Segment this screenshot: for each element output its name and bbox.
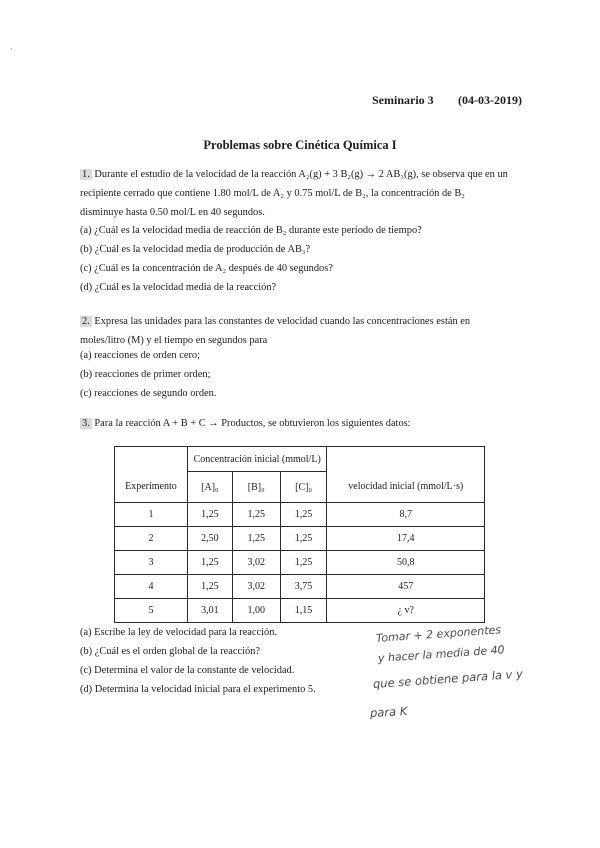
column-header-b0: [B]₀ (232, 472, 280, 503)
column-header-experiment: Experimento (115, 472, 188, 503)
problem-2-item-b: (b) reacciones de primer orden; (80, 369, 211, 380)
problem-2-item-a: (a) reacciones de orden cero; (80, 350, 200, 361)
handwritten-line-1: Tomar + 2 exponentes (375, 623, 502, 645)
table-row (115, 551, 485, 575)
problem-3-number: 3. (82, 418, 90, 429)
problem-3-question-a: (a) Escribe la ley de velocidad para la reacción. (80, 627, 278, 638)
handwritten-line-2: y hacer la media de 40 (377, 643, 506, 665)
table-cell: 1,00 (232, 599, 280, 623)
table-cell: 3,02 (232, 551, 280, 575)
problem-1-question-d: (d) ¿Cuál es la velocidad media de la reacción? (80, 282, 277, 293)
page-title: Problemas sobre Cinética Química I (203, 138, 397, 152)
table-empty-cell (115, 447, 188, 472)
table-row (115, 527, 485, 551)
table-cell: ¿ v? (327, 599, 485, 623)
problem-1-number: 1. (82, 169, 90, 180)
table-cell: 1,15 (280, 599, 327, 623)
table-cell: 2,50 (187, 527, 232, 551)
table-cell: 1,25 (280, 503, 327, 527)
table-cell: 1,25 (187, 503, 232, 527)
table-row (115, 599, 485, 623)
table-header-row (115, 472, 485, 503)
table-cell: 1,25 (187, 551, 232, 575)
problem-3-question-b: (b) ¿Cuál es el orden global de la reacción? (80, 646, 261, 657)
problem-1-question-a: (a) ¿Cuál es la velocidad media de reacción de B₂ durante este período de tiempo? (80, 225, 422, 236)
problem-1-line-3: disminuye hasta 0.50 mol/L en 40 segundos. (80, 207, 265, 218)
problem-1-question-b: (b) ¿Cuál es la velocidad media de producción de AB₃? (80, 244, 311, 255)
kinetics-data-table (114, 446, 485, 623)
table-cell: 50,8 (327, 551, 485, 575)
handwritten-line-3: que se obtiene para la v y (372, 666, 524, 691)
table-cell: 1,25 (232, 503, 280, 527)
table-group-header: Concentración inicial (mmol/L) (187, 447, 327, 472)
column-header-c0: [C]₀ (280, 472, 327, 503)
table-cell: 1,25 (280, 551, 327, 575)
table-cell: 17,4 (327, 527, 485, 551)
problem-2-line-2: moles/litro (M) y el tiempo en segundos para (80, 335, 268, 346)
column-header-rate: velocidad inicial (mmol/L·s) (327, 472, 485, 503)
table-group-header-row (115, 447, 485, 472)
table-cell: 3,02 (232, 575, 280, 599)
problem-1-line-1 (80, 165, 525, 184)
seminar-label: Seminario 3 (372, 93, 434, 107)
table-cell: 2 (115, 527, 188, 551)
table-cell: 3 (115, 551, 188, 575)
table-cell: 1 (115, 503, 188, 527)
table-cell: 4 (115, 575, 188, 599)
problem-2-line-1 (80, 312, 525, 331)
scan-mark: · (10, 44, 13, 54)
problem-3-question-d: (d) Determina la velocidad inicial para el experimento 5. (80, 684, 316, 695)
problem-1-text-1: Durante el estudio de la velocidad de la reacción A₂(g) + 3 B₂(g) → 2 AB₃(g), se observa que en un (91, 169, 508, 180)
table-cell: 5 (115, 599, 188, 623)
column-header-a0: [A]₀ (187, 472, 232, 503)
table-cell: 1,25 (232, 527, 280, 551)
table-cell: 1,25 (187, 575, 232, 599)
table-row (115, 503, 485, 527)
table-cell: 8,7 (327, 503, 485, 527)
table-cell: 3,75 (280, 575, 327, 599)
seminar-date: (04-03-2019) (458, 93, 522, 107)
problem-2-number: 2. (82, 316, 90, 327)
problem-1-question-c: (c) ¿Cuál es la concentración de A₂ después de 40 segundos? (80, 263, 333, 274)
handwritten-line-4: para K (369, 704, 408, 720)
problem-2-statement (80, 312, 525, 350)
table-empty-cell (327, 447, 485, 472)
problem-2-text-1: Expresa las unidades para las constantes de velocidad cuando las concentraciones están en (91, 316, 471, 327)
problem-1-statement (80, 165, 525, 222)
table-row (115, 575, 485, 599)
table-cell: 1,25 (280, 527, 327, 551)
table-cell: 457 (327, 575, 485, 599)
problem-3-intro (80, 418, 411, 429)
problem-1-line-2: recipiente cerrado que contiene 1.80 mol/L de A₂ y 0.75 mol/L de B₂, la concentración de B₂ (80, 188, 465, 199)
problem-3-question-c: (c) Determina el valor de la constante de velocidad. (80, 665, 295, 676)
problem-3-text: Para la reacción A + B + C → Productos, se obtuvieron los siguientes datos: (91, 418, 411, 429)
problem-2-item-c: (c) reacciones de segundo orden. (80, 388, 217, 399)
table-cell: 3,01 (187, 599, 232, 623)
